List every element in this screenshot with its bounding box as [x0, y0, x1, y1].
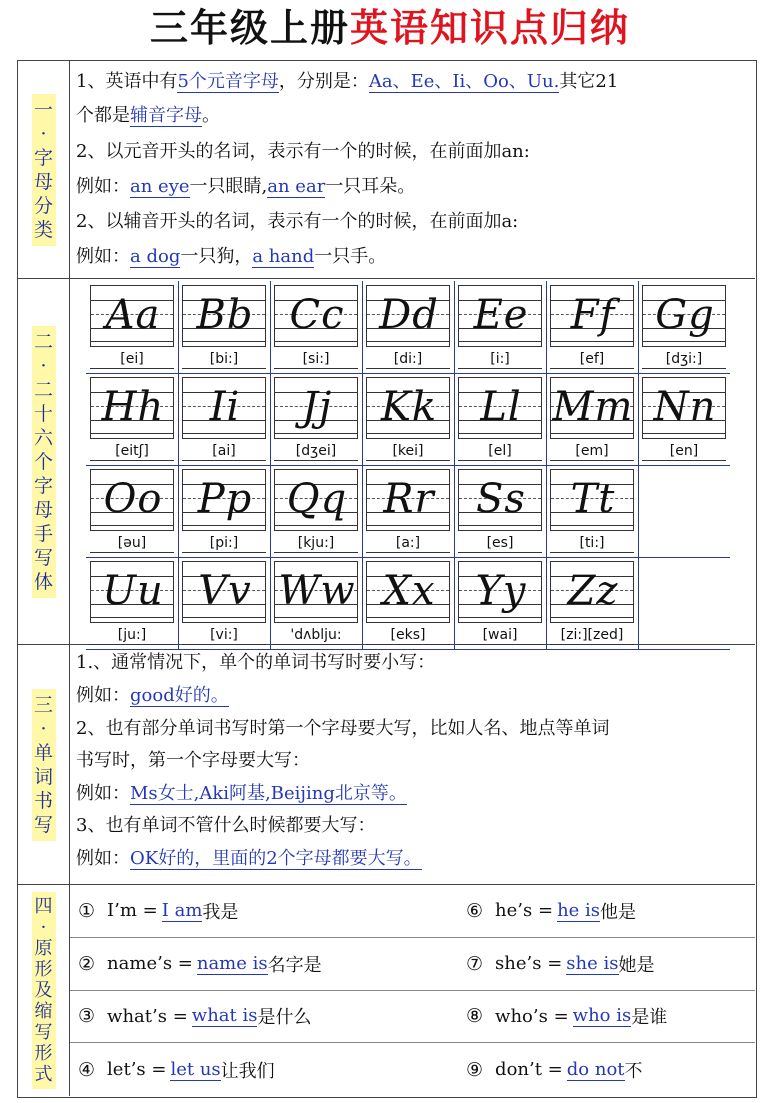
- handwritten-letter-pair: Gg: [655, 292, 715, 338]
- line-lowercase-rule: 1.、通常情况下，单个的单词书写时要小写：: [76, 652, 436, 673]
- letter-pronunciation: [en]: [642, 441, 726, 461]
- contraction-full: who is: [572, 1005, 632, 1027]
- label-char: 写: [33, 813, 53, 836]
- line-capital-rule-cont: 书写时，第一个字母要大写：: [76, 750, 310, 771]
- grid-col-line: [546, 281, 547, 649]
- item-number: ③: [78, 1005, 96, 1028]
- contraction-meaning: 让我们: [220, 1060, 275, 1082]
- contraction-short: don’t =: [495, 1059, 563, 1081]
- letter-pronunciation: [a:]: [366, 533, 450, 553]
- letter-cell: [638, 373, 730, 465]
- letter-pronunciation: [si:]: [274, 349, 358, 369]
- item-number: ⑧: [466, 1005, 484, 1028]
- writing-box: [274, 377, 358, 439]
- label-char: 十: [33, 402, 53, 425]
- letter-cell: [362, 373, 454, 465]
- letter-cell: [178, 281, 270, 373]
- label-char: ·: [40, 917, 47, 938]
- contraction-meaning: 是谁: [631, 1007, 668, 1029]
- section-handwriting: [18, 279, 755, 645]
- letter-pronunciation: [ai]: [182, 441, 266, 461]
- contraction-item: [466, 991, 667, 1043]
- writing-box: [458, 377, 542, 439]
- label-char: 母: [33, 170, 53, 193]
- guide-line: [643, 341, 725, 342]
- writing-box: [550, 469, 634, 531]
- letter-cell: [546, 465, 638, 557]
- letter-cell: [638, 281, 730, 373]
- letter-pronunciation: [kju:]: [274, 533, 358, 553]
- letter-cell: [270, 557, 362, 649]
- handwritten-letter-pair: Mm: [552, 384, 634, 430]
- letter-cell: [270, 373, 362, 465]
- letter-cell: [178, 465, 270, 557]
- writing-box: [182, 377, 266, 439]
- handwritten-letter-pair: Rr: [383, 476, 435, 522]
- letter-cell: [362, 465, 454, 557]
- section-4-label: [32, 892, 56, 1089]
- section-3-label-cell: [18, 645, 70, 884]
- handwritten-letter-pair: Ww: [278, 568, 356, 614]
- label-char: 式: [34, 1064, 53, 1085]
- letter-pronunciation: [ef]: [550, 349, 634, 369]
- label-char: 三: [33, 693, 53, 716]
- label-char: 及: [34, 980, 53, 1001]
- line-an-example: 例如：an eye一只眼睛,an ear一只耳朵。: [76, 176, 416, 197]
- section-1-body: [70, 61, 755, 278]
- line-uppercase-rule: 3、也有单词不管什么时候都要大写：: [76, 815, 376, 836]
- letter-cell: [362, 557, 454, 649]
- writing-box: [550, 377, 634, 439]
- writing-box: [366, 561, 450, 623]
- guide-line: [183, 433, 265, 434]
- guide-line: [367, 525, 449, 526]
- line-vowels: 1、英语中有5个元音字母，分别是：Aa、Ee、Ii、Oo、Uu.其它21: [76, 71, 619, 92]
- label-char: 二: [33, 378, 53, 401]
- section-3-body: [70, 645, 755, 884]
- label-char: 词: [33, 765, 53, 788]
- item-number: ①: [78, 899, 96, 922]
- line-a-example: 例如：a dog一只狗，a hand一只手。: [76, 246, 387, 267]
- writing-box: [274, 561, 358, 623]
- label-char: 字: [33, 474, 53, 497]
- writing-box: [550, 285, 634, 347]
- grid-col-line: [454, 281, 455, 649]
- handwritten-letter-pair: Ii: [209, 384, 241, 430]
- contraction-meaning: 她是: [618, 954, 655, 976]
- contraction-full: do not: [566, 1058, 625, 1080]
- letter-pronunciation: [bi:]: [182, 349, 266, 369]
- item-number: ⑦: [466, 952, 484, 975]
- contractions-body: [70, 885, 755, 1096]
- guide-line: [551, 617, 633, 618]
- title-black: 三年级上册: [149, 6, 350, 50]
- handwritten-letter-pair: Yy: [475, 568, 527, 614]
- contraction-full: he is: [557, 899, 601, 921]
- contraction-short: he’s =: [495, 900, 554, 922]
- section-1-label: [32, 94, 56, 246]
- letter-pronunciation: [wai]: [458, 625, 542, 645]
- line-an-rule: 2、以元音开头的名词，表示有一个的时候，在前面加an:: [76, 141, 530, 162]
- writing-box: [90, 469, 174, 531]
- section-letter-classification: [18, 61, 755, 279]
- handwritten-letter-pair: Oo: [103, 476, 163, 522]
- grid-col-line: [362, 281, 363, 649]
- contraction-full: let us: [170, 1058, 221, 1080]
- title-red: 英语知识点归纳: [350, 6, 631, 50]
- letter-cell: [86, 557, 178, 649]
- writing-box: [458, 285, 542, 347]
- handwritten-letter-pair: Nn: [653, 384, 717, 430]
- guide-line: [459, 617, 541, 618]
- writing-box: [550, 561, 634, 623]
- label-char: 四: [34, 896, 53, 917]
- handwritten-letter-pair: Kk: [380, 384, 438, 430]
- letter-pronunciation: [el]: [458, 441, 542, 461]
- label-char: 分: [33, 194, 53, 217]
- section-2-label: [32, 326, 56, 598]
- section-word-writing: [18, 645, 755, 885]
- writing-box: [366, 377, 450, 439]
- guide-line: [367, 433, 449, 434]
- grid-row-line: [86, 373, 730, 374]
- letter-pronunciation: [es]: [458, 533, 542, 553]
- handwritten-letter-pair: Bb: [196, 292, 254, 338]
- letter-cell: [362, 281, 454, 373]
- guide-line: [183, 525, 265, 526]
- letter-pronunciation: [vi:]: [182, 625, 266, 645]
- writing-box: [642, 377, 726, 439]
- contraction-full: name is: [196, 952, 268, 974]
- letter-cell: [546, 373, 638, 465]
- handwritten-letter-pair: Ll: [480, 384, 522, 430]
- guide-line: [459, 341, 541, 342]
- contraction-item: [78, 991, 311, 1043]
- letter-pronunciation: [kei]: [366, 441, 450, 461]
- handwritten-letter-pair: Aa: [105, 292, 161, 338]
- letter-pronunciation: [di:]: [366, 349, 450, 369]
- item-number: ②: [78, 952, 96, 975]
- handwritten-letter-pair: Zz: [567, 568, 619, 614]
- handwritten-letter-pair: Hh: [101, 384, 165, 430]
- writing-box: [274, 285, 358, 347]
- letter-pronunciation: [əu]: [90, 533, 174, 553]
- handwritten-letter-pair: Ss: [476, 476, 526, 522]
- handwritten-letter-pair: Vv: [198, 568, 252, 614]
- grid-col-line: [270, 281, 271, 649]
- contraction-row: [70, 885, 755, 938]
- label-char: ·: [40, 354, 47, 377]
- line-capital-rule: 2、也有部分单词书写时第一个字母要大写，比如人名、地点等单词: [76, 718, 610, 739]
- guide-line: [459, 433, 541, 434]
- label-char: 单: [33, 741, 53, 764]
- contraction-item: [78, 885, 238, 937]
- letter-pronunciation: [dʒi:]: [642, 349, 726, 369]
- contraction-full: she is: [566, 952, 619, 974]
- label-char: 一: [33, 98, 53, 121]
- section-2-body: [70, 279, 755, 644]
- knowledge-table: [17, 60, 757, 1098]
- guide-line: [183, 617, 265, 618]
- guide-line: [275, 525, 357, 526]
- writing-box: [90, 285, 174, 347]
- guide-line: [275, 341, 357, 342]
- letter-cell: [454, 281, 546, 373]
- guide-line: [551, 341, 633, 342]
- label-char: 手: [33, 522, 53, 545]
- guide-line: [551, 433, 633, 434]
- letter-pronunciation: [em]: [550, 441, 634, 461]
- section-3-label: [32, 689, 56, 841]
- guide-line: [91, 617, 173, 618]
- writing-box: [274, 469, 358, 531]
- letter-cell: [454, 557, 546, 649]
- handwritten-letter-pair: Qq: [286, 476, 348, 522]
- label-char: 个: [33, 450, 53, 473]
- contraction-short: what’s =: [107, 1005, 188, 1027]
- letter-pronunciation: [pi:]: [182, 533, 266, 553]
- contraction-item: [466, 1043, 643, 1096]
- contraction-row: [70, 938, 755, 991]
- guide-line: [91, 341, 173, 342]
- grid-row-line: [86, 465, 730, 466]
- contraction-item: [466, 938, 655, 990]
- guide-line: [275, 617, 357, 618]
- section-2-label-cell: [18, 279, 70, 644]
- contraction-short: I’m =: [107, 900, 158, 922]
- item-number: ⑥: [466, 899, 484, 922]
- contraction-meaning: 我是: [202, 901, 239, 923]
- writing-box: [182, 469, 266, 531]
- writing-box: [458, 469, 542, 531]
- letter-pronunciation: [eks]: [366, 625, 450, 645]
- writing-box: [366, 469, 450, 531]
- guide-line: [91, 433, 173, 434]
- line-consonants: 个都是辅音字母。: [76, 105, 220, 126]
- line-capital-example: 例如：Ms女士,Aki阿基,Beijing北京等。: [76, 783, 407, 804]
- contraction-full: what is: [191, 1005, 258, 1027]
- guide-line: [459, 525, 541, 526]
- handwritten-letter-pair: Uu: [102, 568, 164, 614]
- section-1-label-cell: [18, 61, 70, 278]
- contraction-meaning: 是什么: [257, 1007, 312, 1029]
- letter-pronunciation: [dʒei]: [274, 441, 358, 461]
- letter-cell: [454, 373, 546, 465]
- guide-line: [91, 525, 173, 526]
- label-char: 母: [33, 498, 53, 521]
- contraction-meaning: 不: [624, 1060, 643, 1082]
- label-char: 写: [33, 546, 53, 569]
- guide-line: [275, 433, 357, 434]
- label-char: 二: [33, 330, 53, 353]
- letter-cell: [546, 557, 638, 649]
- label-char: 字: [33, 146, 53, 169]
- contraction-short: who’s =: [495, 1005, 569, 1027]
- letter-pronunciation: 'dʌblju:: [274, 625, 358, 645]
- letter-pronunciation: [zi:][zed]: [550, 625, 634, 645]
- letter-cell: [454, 465, 546, 557]
- handwritten-letter-pair: Jj: [301, 384, 333, 430]
- contraction-short: name’s =: [107, 953, 193, 975]
- contraction-item: [78, 938, 322, 990]
- writing-box: [642, 285, 726, 347]
- label-char: 形: [34, 959, 53, 980]
- letter-pronunciation: [ti:]: [550, 533, 634, 553]
- page-title: [0, 2, 780, 54]
- item-number: ④: [78, 1058, 96, 1081]
- contraction-short: let’s =: [107, 1059, 167, 1081]
- letter-pronunciation: [eitʃ]: [90, 441, 174, 461]
- label-char: 缩: [34, 1001, 53, 1022]
- contraction-short: she’s =: [495, 953, 563, 975]
- handwritten-letter-pair: Xx: [382, 568, 436, 614]
- guide-line: [643, 433, 725, 434]
- letter-cell: [270, 465, 362, 557]
- section-4-label-cell: [18, 885, 70, 1096]
- contraction-meaning: 他是: [600, 901, 637, 923]
- section-contractions: [18, 885, 755, 1096]
- contraction-item: [466, 885, 636, 937]
- grid-row-line: [86, 557, 730, 558]
- writing-box: [90, 377, 174, 439]
- contraction-row: [70, 991, 755, 1044]
- label-char: ·: [40, 717, 47, 740]
- letter-cell: [270, 281, 362, 373]
- label-char: 体: [33, 570, 53, 593]
- line-uppercase-example: 例如：OK好的，里面的2个字母都要大写。: [76, 848, 422, 869]
- contraction-item: [78, 1043, 275, 1096]
- item-number: ⑨: [466, 1058, 484, 1081]
- grid-col-line: [178, 281, 179, 649]
- label-char: ·: [40, 122, 47, 145]
- letter-cell: [178, 557, 270, 649]
- label-char: 类: [33, 218, 53, 241]
- writing-box: [182, 561, 266, 623]
- handwritten-letter-pair: Cc: [289, 292, 345, 338]
- handwritten-letter-pair: Ee: [473, 292, 529, 338]
- handwritten-letter-pair: Ff: [570, 292, 616, 338]
- contraction-full: I am: [161, 899, 203, 921]
- line-lowercase-example: 例如：good好的。: [76, 685, 229, 706]
- contraction-meaning: 名字是: [267, 954, 322, 976]
- guide-line: [367, 341, 449, 342]
- label-char: 形: [34, 1043, 53, 1064]
- label-char: 六: [33, 426, 53, 449]
- label-char: 原: [34, 938, 53, 959]
- label-char: 书: [33, 789, 53, 812]
- writing-box: [182, 285, 266, 347]
- grid-col-line: [638, 281, 639, 649]
- letter-pronunciation: [ju:]: [90, 625, 174, 645]
- handwritten-letter-pair: Dd: [379, 292, 439, 338]
- label-char: 写: [34, 1022, 53, 1043]
- letter-cell: [178, 373, 270, 465]
- handwritten-letter-pair: Tt: [570, 476, 616, 522]
- handwritten-letter-pair: Pp: [197, 476, 253, 522]
- writing-box: [458, 561, 542, 623]
- writing-box: [366, 285, 450, 347]
- letter-cell: [86, 373, 178, 465]
- writing-box: [90, 561, 174, 623]
- letter-cell: [546, 281, 638, 373]
- letter-cell: [86, 465, 178, 557]
- contraction-row: [70, 1043, 755, 1096]
- guide-line: [183, 341, 265, 342]
- letter-pronunciation: [i:]: [458, 349, 542, 369]
- guide-line: [551, 525, 633, 526]
- letter-pronunciation: [ei]: [90, 349, 174, 369]
- line-a-rule: 2、以辅音开头的名词，表示有一个的时候，在前面加a:: [76, 211, 519, 232]
- letter-cell: [86, 281, 178, 373]
- guide-line: [367, 617, 449, 618]
